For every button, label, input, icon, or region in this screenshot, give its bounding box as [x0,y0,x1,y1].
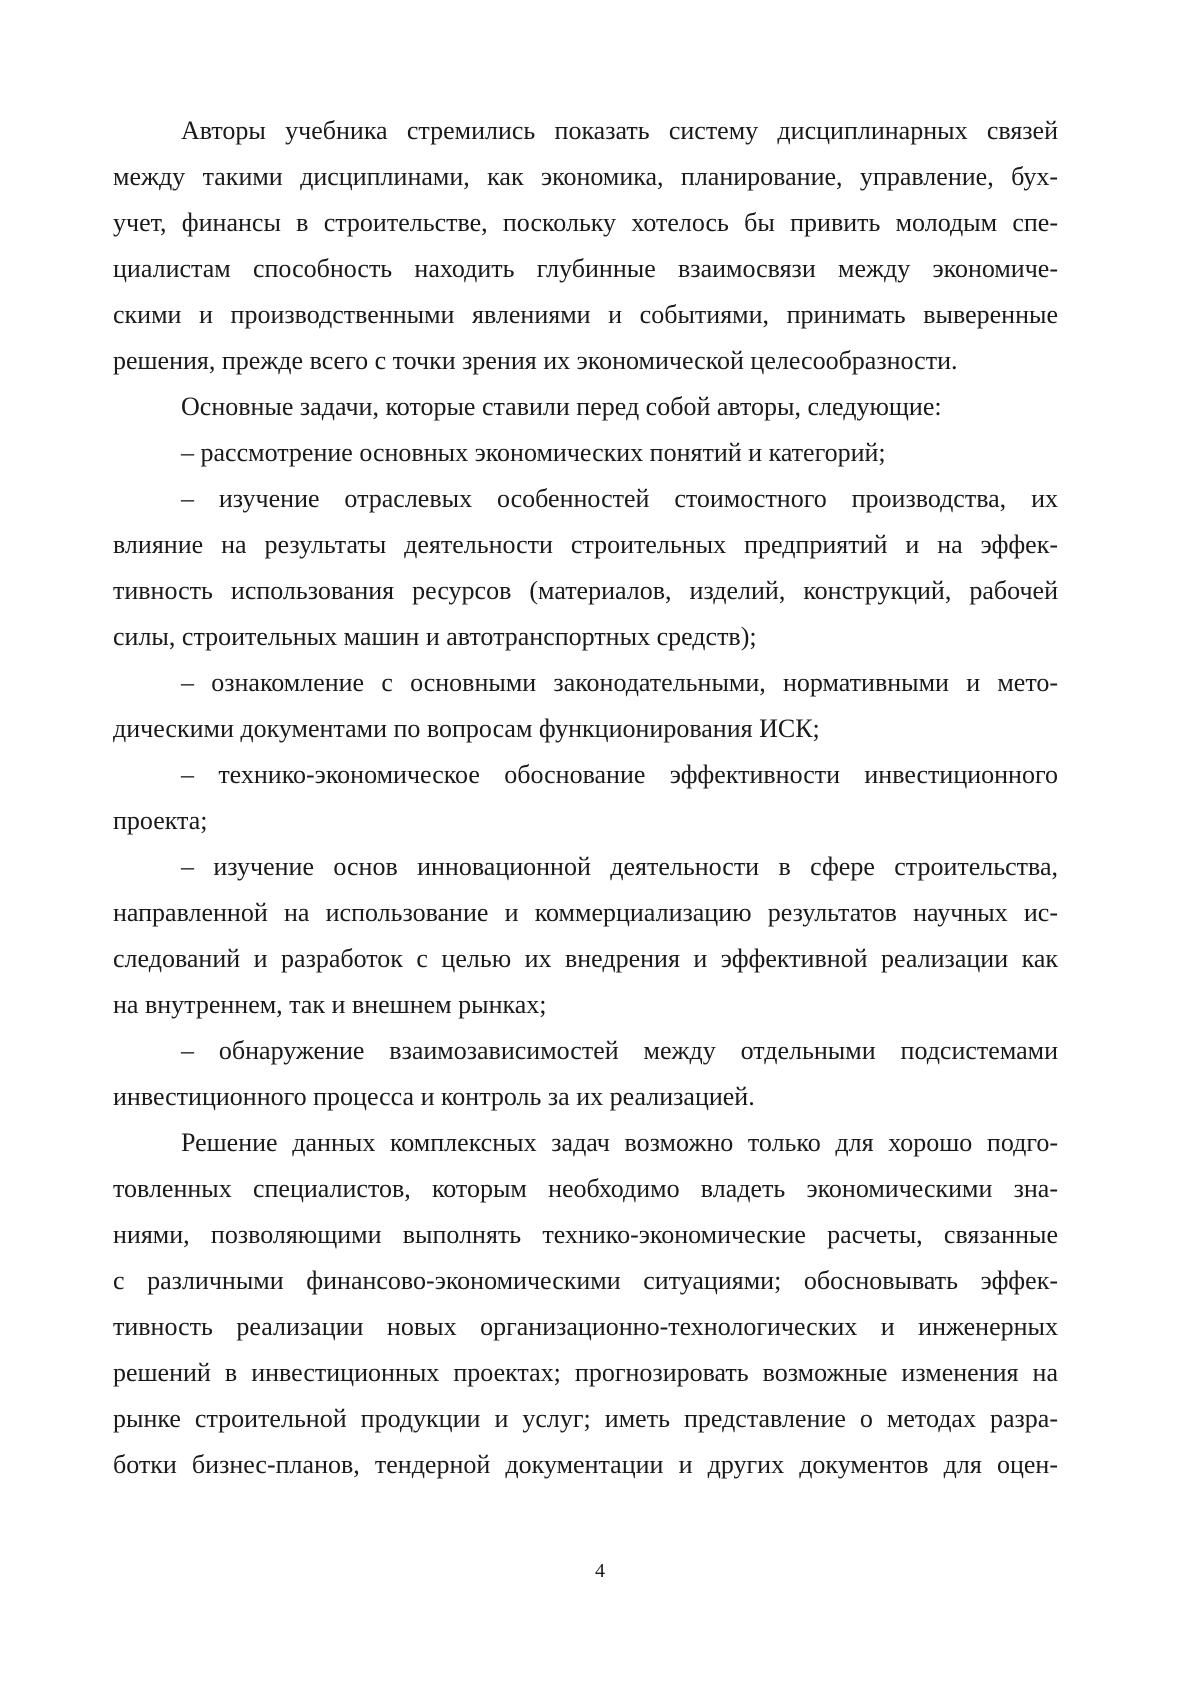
text-line: Решение данных комплексных задач возможно только для хорошо подго- [181,1128,1058,1157]
text-line: дическими документами по вопросам функционирования ИСК; [113,714,820,743]
text-line: – обнаружение взаимозависимостей между отдельными подсистемами [181,1036,1058,1065]
text-line: – технико-экономическое обоснование эффективности инвестиционного [181,760,1058,789]
text-line: силы, строительных машин и автотранспортных средств); [113,622,757,651]
text-line: тивность реализации новых организационно-технологических и инженерных [113,1312,1058,1341]
text-line: рынке строительной продукции и услуг; иметь представление о методах разра- [113,1404,1058,1433]
text-line: инвестиционного процесса и контроль за их реализацией. [113,1082,755,1111]
text-line: – рассмотрение основных экономических понятий и категорий; [181,438,886,467]
text-line: на внутреннем, так и внешнем рынках; [113,990,547,1019]
text-line: проекта; [113,806,208,835]
text-line: – изучение отраслевых особенностей стоимостного производства, их [181,484,1058,513]
text-line: скими и производственными явлениями и событиями, принимать выверенные [113,300,1058,329]
text-line: товленных специалистов, которым необходимо владеть экономическими зна- [113,1174,1058,1203]
text-line: тивность использования ресурсов (материалов, изделий, конструкций, рабочей [113,576,1058,605]
document-body [113,108,1058,1488]
text-line: – изучение основ инновационной деятельности в сфере строительства, [181,852,1058,881]
text-line: решения, прежде всего с точки зрения их экономической целесообразности. [113,346,958,375]
text-line: ниями, позволяющими выполнять технико-экономические расчеты, связанные [113,1220,1058,1249]
text-line: Авторы учебника стремились показать систему дисциплинарных связей [181,116,1058,145]
text-line: решений в инвестиционных проектах; прогнозировать возможные изменения на [113,1358,1058,1387]
text-line: Основные задачи, которые ставили перед собой авторы, следующие: [181,392,942,421]
text-line: – ознакомление с основными законодательными, нормативными и мето- [181,668,1058,697]
text-line: учет, финансы в строительстве, поскольку хотелось бы привить молодым спе- [113,208,1058,237]
text-line: циалистам способность находить глубинные взаимосвязи между экономиче- [113,254,1058,283]
text-line: с различными финансово-экономическими ситуациями; обосновывать эффек- [113,1266,1058,1295]
text-line: влияние на результаты деятельности строительных предприятий и на эффек- [113,530,1058,559]
text-line: направленной на использование и коммерциализацию результатов научных ис- [113,898,1058,927]
text-line: между такими дисциплинами, как экономика, планирование, управление, бух- [113,162,1058,191]
text-line: ботки бизнес-планов, тендерной документации и других документов для оцен- [113,1450,1058,1479]
page-number: 4 [595,1560,605,1582]
text-line: следований и разработок с целью их внедрения и эффективной реализации как [113,944,1058,973]
